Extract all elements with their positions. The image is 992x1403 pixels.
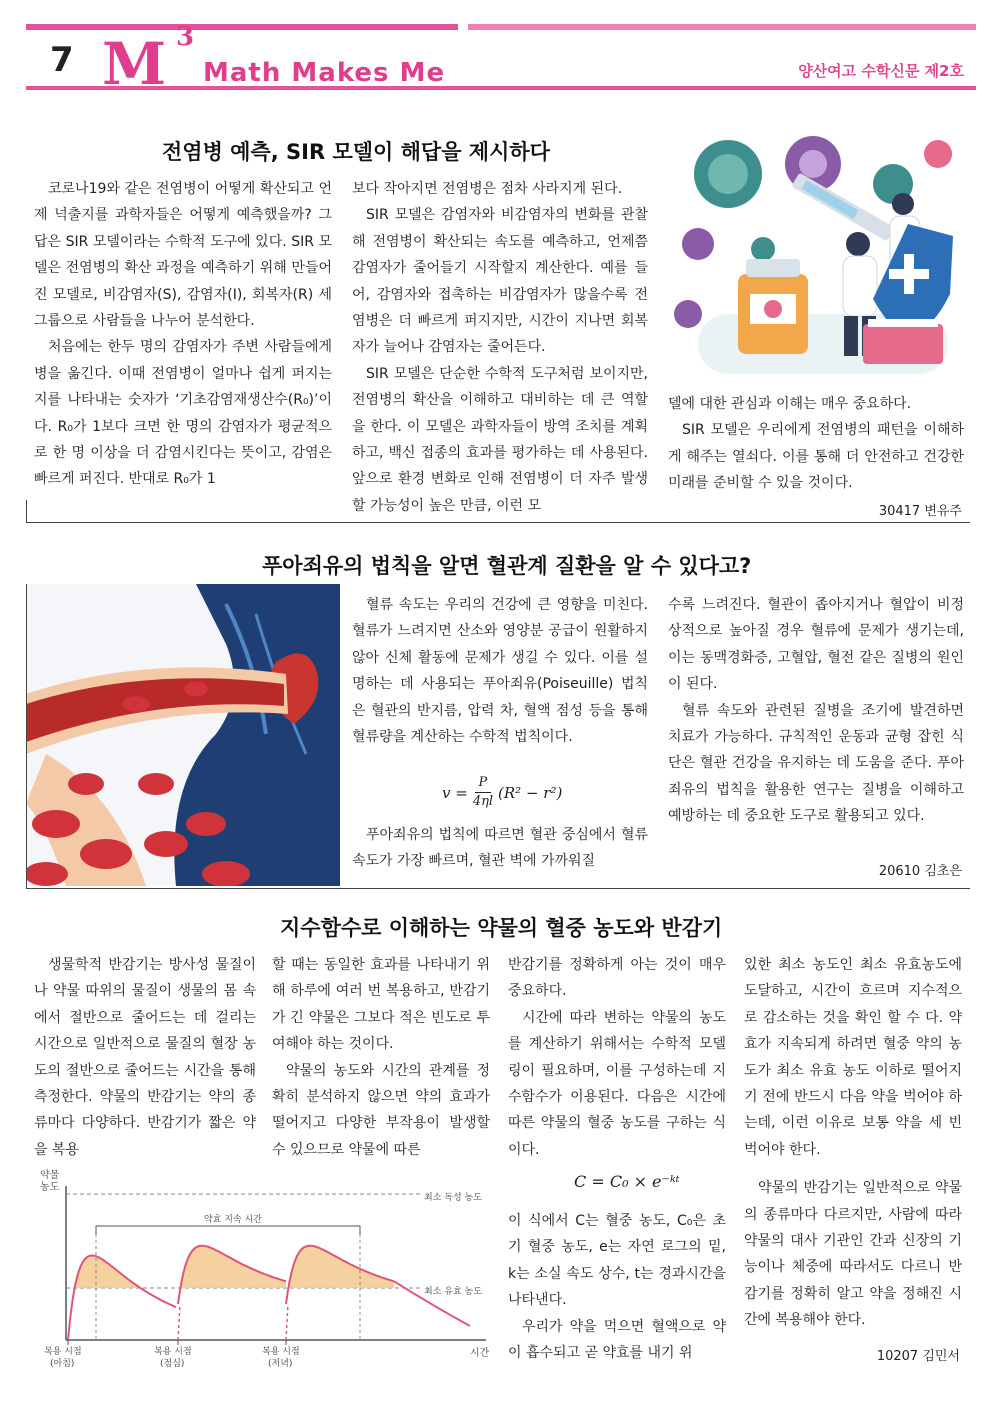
article2-column-1b — [352, 822, 648, 875]
chart-ref-label-toxic: 최소 독성 농도 — [424, 1193, 482, 1203]
chart-dose-label-3-sub: (저녁) — [268, 1359, 293, 1369]
article2-paragraph: 혈류 속도와 관련된 질병을 조기에 발견하면 치료가 가능하다. 규칙적인 운동과 균형 잡힌 식단은 혈관 건강을 유지하는 데 도움을 준다. 푸아죄유의 법칙을 활용한 연구는 질병을 이해하고 예방하는 데 중요한 도구로 활용되고 있다. — [668, 702, 964, 825]
header-bottom-bar — [26, 86, 976, 90]
chart-effective-area — [290, 1246, 394, 1288]
article1-paragraph: 처음에는 한두 명의 감염자가 주변 사람들에게 병을 옮긴다. 이때 전염병이 얼마나 쉽게 퍼지는지를 나타내는 숫자가 ‘기초감염재생산수(R₀)’이다. R₀가 1보다 크면 한 명의 감염자가 평균적으로 한 명 이상을 더 감염시킨다는 뜻이고, 감염은 빠르게 퍼진다. 반대로 R₀가 1 — [34, 339, 332, 488]
formula-denominator: 4ηl — [472, 794, 494, 809]
article2-left-rule — [26, 584, 27, 888]
logo-letter: M — [102, 30, 167, 98]
chart-dose-label-1: 복용 시점 — [44, 1347, 82, 1357]
article3-paragraph: 할 때는 동일한 효과를 나타내기 위해 하루에 여러 번 복용하고, 반감기가 긴 약물은 그보다 적은 빈도로 투여해야 하는 것이다. — [272, 957, 490, 1053]
chart-dose-rise-line — [286, 1304, 288, 1340]
virus-vaccine-illustration — [668, 124, 968, 386]
article3-column-2 — [272, 952, 490, 1163]
article3-byline: 10207 김민서 — [876, 1349, 960, 1364]
article1-paragraph: SIR 모델은 우리에게 전염병의 패턴을 이해하게 해주는 열쇠다. 이를 통해 더 안전하고 건강한 미래를 준비할 수 있을 것이다. — [668, 422, 964, 492]
article1-paragraph: SIR 모델은 감염자와 비감염자의 변화를 관찰해 전염병이 확산되는 속도를 예측하고, 언제쯤 감염자가 줄어들기 시작할지 계산한다. 예를 들어, 감염자와 접촉하는 비감염자가 많을수록 전염병은 더 빠르게 퍼지지만, 시간이 지나면 회복자가 늘어나 감염자는 줄어든다. — [352, 207, 648, 356]
chart-xlabel: 시간 — [470, 1348, 490, 1359]
article2-byline: 20610 김초은 — [878, 864, 962, 879]
article1-column-2 — [352, 176, 648, 519]
article3-paragraph: 반감기를 정확하게 아는 것이 매우 중요하다. — [508, 957, 726, 1000]
vaccine-bottle-icon — [738, 259, 808, 354]
header-top-left-bar — [26, 24, 458, 30]
chart-bracket-label: 약효 지속 시간 — [204, 1215, 262, 1225]
article2-paragraph: 수록 느려진다. 혈관이 좁아지거나 혈압이 비정상적으로 높아질 경우 혈류에 문제가 생기는데, 이는 동맥경화증, 고혈압, 혈전 같은 질병의 원인이 된다. — [668, 597, 964, 693]
logo-text: Math Makes Me — [203, 58, 446, 88]
chart-dose-label-2-sub: (점심) — [160, 1359, 185, 1369]
drug-concentration-chart — [30, 1164, 496, 1382]
article3-paragraph: 생물학적 반감기는 방사성 물질이나 약물 따위의 물질이 생물의 몸 속에서 절반으로 줄어드는 데 걸리는 시간으로 일반적으로 물질의 혈장 농도의 절반으로 줄어드는 시간을 통해 측정한다. 약물의 반감기는 약의 종류마다 다양하다. 반감기가 짧은 약을 복용 — [34, 957, 256, 1158]
chart-dose-label-3: 복용 시점 — [262, 1347, 300, 1357]
article1-paragraph: SIR 모델은 단순한 수학적 도구처럼 보이지만, 전염병의 확산을 이해하고 대비하는 데 큰 역할을 한다. 이 모델은 과학자들이 방역 조치를 계획하고, 백신 접종의 효과를 평가하는 데 사용된다. 앞으로 환경 변화로 인해 전염병이 더 자주 발생할 가능성이 높은 만큼, 이런 모 — [352, 365, 648, 514]
page-number: 7 — [50, 40, 74, 80]
article1-title: 전염병 예측, SIR 모델이 해답을 제시하다 — [162, 140, 550, 164]
article2-column-2 — [668, 592, 964, 830]
chart-ref-label-effective: 최소 유효 농도 — [424, 1287, 482, 1297]
blood-vessel-illustration — [26, 584, 340, 886]
article2-paragraph: 푸아죄유의 법칙에 따르면 혈관 중심에서 혈류 속도가 가장 빠르며, 혈관 벽에 가까워질 — [352, 827, 648, 870]
formula-numerator: P — [475, 774, 492, 793]
chart-dose-rise-line — [178, 1304, 180, 1340]
formula-lhs: v = — [442, 783, 468, 802]
article3-paragraph: 우리가 약을 먹으면 혈액으로 약이 흡수되고 곧 약효를 내기 위 — [508, 1318, 726, 1362]
article3-paragraph: 약물의 농도와 시간의 관계를 정확히 분석하지 않으면 약의 효과가 떨어지고 다양한 부작용이 발생할 수 있으므로 약물에 따른 — [272, 1062, 490, 1158]
exponential-formula: C = C₀ × e⁻ᵏᵗ — [574, 1172, 680, 1191]
article1-paragraph: 델에 대한 관심과 이해는 매우 중요하다. — [668, 396, 912, 412]
article1-column-1 — [34, 176, 332, 493]
formula-rhs: (R² − r²) — [498, 783, 563, 802]
chart-duration-bracket — [96, 1226, 360, 1234]
article3-column-3b — [508, 1208, 726, 1366]
article3-paragraph: 시간에 따라 변하는 약물의 농도를 계산하기 위해서는 수학적 모델링이 필요하며, 이를 구성하는데 지수함수가 이용된다. 다음은 시간에 따른 약물의 혈중 농도를 구하는 식이다. — [508, 1009, 726, 1158]
article3-column-3 — [508, 952, 726, 1163]
logo-superscript: 3 — [176, 22, 195, 52]
article2-paragraph: 혈류 속도는 우리의 건강에 큰 영향을 미친다. 혈류가 느려지면 산소와 영양분 공급이 원활하지 않아 신체 활동에 문제가 생길 수 있다. 이를 설명하는 데 사용되는 푸아죄유(Poiseuille) 법칙은 혈관의 반지름, 압력 차, 혈액 점성 등을 통해 혈류량을 계산하는 수학적 법칙이다. — [352, 597, 648, 746]
article2-bottom-rule — [26, 888, 970, 889]
chart-dose-label-1-sub: (아침) — [50, 1359, 75, 1369]
chart-effective-area — [182, 1246, 286, 1288]
article3-paragraph: 있한 최소 농도인 최소 유효농도에 도달하고, 시간이 흐르며 지수적으로 감소하는 것을 확인 할 수 다. 약효가 지속되게 하려면 혈중 약의 농도가 최소 유효 농도 이하로 떨어지기 전에 반드시 다음 약을 벅어야 하는데, 이런 이유로 보통 약을 세 빈 벅어야 한다. — [744, 957, 962, 1158]
paper-name: 양산여고 수학신문 제2호 — [798, 62, 964, 80]
header-top-right-bar — [468, 24, 976, 30]
article1-paragraph: 보다 작아지면 전염병은 점차 사라지게 된다. — [352, 181, 623, 197]
article3-paragraph: 이 식에서 C는 혈중 농도, C₀은 초기 혈중 농도, e는 자연 로그의 밑, k는 소실 속도 상수, t는 경과시간을 나타낸다. — [508, 1213, 726, 1309]
article1-bottom-rule — [26, 522, 970, 523]
article3-paragraph: 약물의 반감기는 일반적으로 약물의 종류마다 다르지만, 사람에 따라 약물의 대사 기관인 간과 신장의 기능이나 체중에 따라서도 다르니 반감기를 정확히 알고 약을 정해진 시간에 복용해야 한다. — [744, 1180, 962, 1329]
article3-column-1 — [34, 952, 256, 1163]
chart-ylabel-line1: 약물 — [40, 1170, 60, 1181]
article1-left-rule — [26, 500, 27, 522]
article3-column-4 — [744, 952, 962, 1334]
article2-title: 푸아죄유의 법칙을 알면 혈관계 질환을 알 수 있다고? — [262, 554, 752, 578]
article1-byline: 30417 변유주 — [878, 504, 962, 519]
article1-paragraph: 코로나19와 같은 전염병이 어떻게 확산되고 언제 넉출지를 과학자들은 어떻게 예측했을까? 그 답은 SIR 모델이라는 수학적 도구에 있다. SIR 모델은 전염병의 확산 과정을 예측하기 위해 만들어진 모델로, 비감염자(S), 감염자(I), 회복자(R) 세 그룹으로 사람들을 나누어 분석한다. — [34, 181, 332, 330]
poiseuille-formula — [442, 774, 562, 811]
medicine-box-icon — [863, 319, 943, 364]
article3-title: 지수함수로 이해하는 약물의 혈중 농도와 반감기 — [280, 916, 723, 940]
article1-column-3 — [668, 391, 964, 497]
chart-dose-label-2: 복용 시점 — [154, 1347, 192, 1357]
article2-column-1 — [352, 592, 648, 750]
chart-ylabel-line2: 농도 — [40, 1182, 60, 1193]
